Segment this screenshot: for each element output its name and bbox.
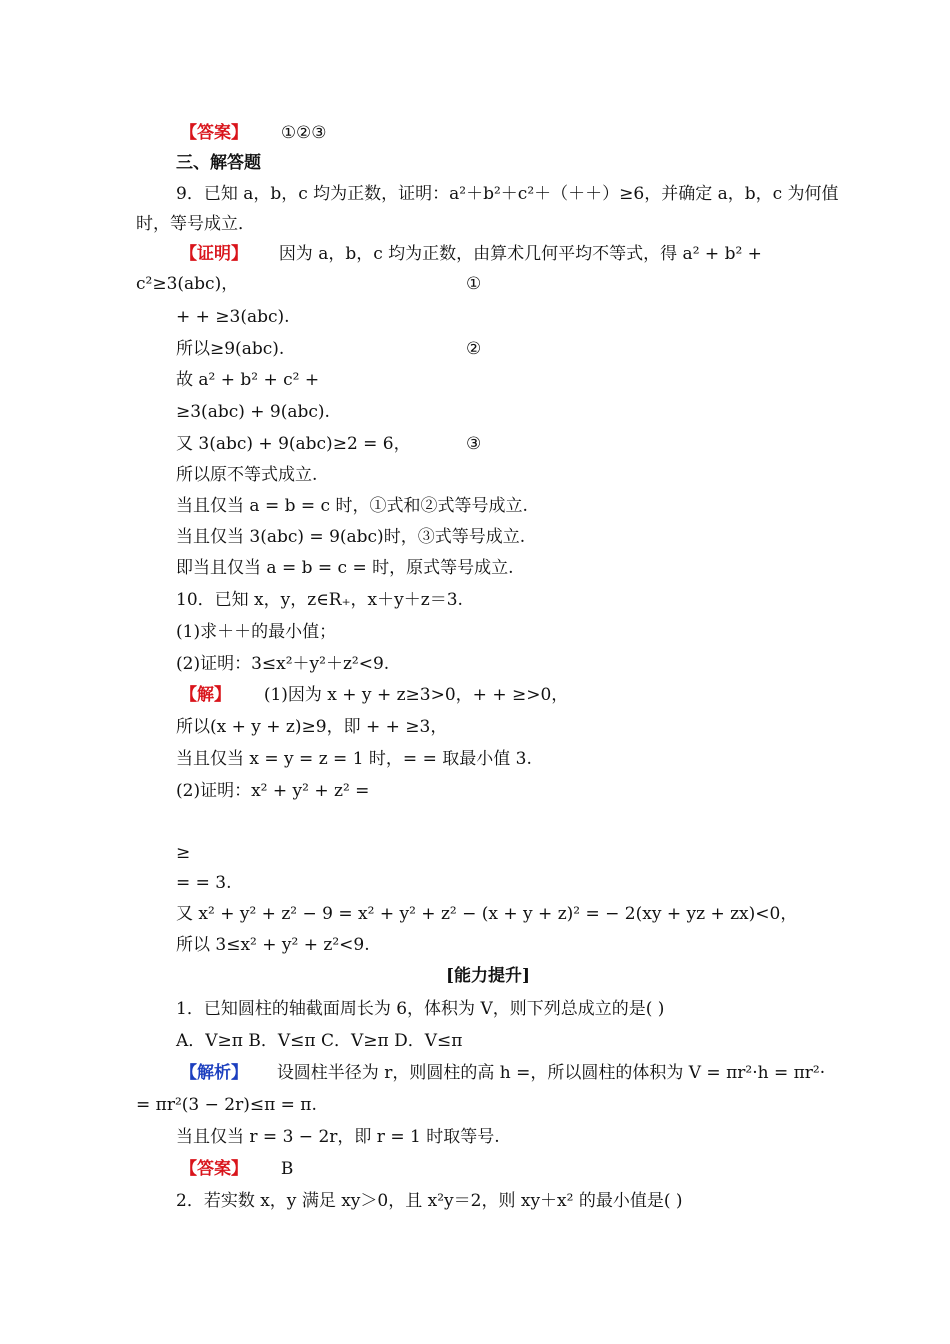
- proof-line-2: c²≥3(abc)，: [136, 274, 239, 294]
- problem-9-line-1: 9．已知 a，b，c 均为正数，证明：a²＋b²＋c²＋（＋＋）≥6，并确定 a，b，c 为何值: [176, 184, 839, 204]
- analysis-line-2: = πr²(3 − 2r)≤π = π.: [136, 1095, 317, 1115]
- proof-tag: 【证明】: [180, 244, 248, 264]
- problem-10-part-1: (1)求＋＋的最小值；: [176, 622, 337, 642]
- solution-text: (1)因为 x + y + z≥3>0，+ + ≥>0，: [263, 685, 569, 705]
- answer-line-2: [180, 1158, 293, 1180]
- analysis-line-3: 当且仅当 r = 3 − 2r，即 r = 1 时取等号.: [176, 1127, 500, 1147]
- eq-marker-3: ③: [466, 434, 482, 454]
- solution-line-8: 所以 3≤x² + y² + z²<9.: [176, 935, 370, 955]
- answer-text-2: B: [280, 1159, 294, 1179]
- proof-line-5: 故 a² + b² + c² +: [176, 370, 320, 390]
- answer-tag-2: 【答案】: [180, 1159, 248, 1179]
- proof-line-3: + + ≥3(abc).: [176, 307, 290, 327]
- solution-line-5: ≥: [176, 843, 191, 863]
- ability-problem-1-options: A．V≥π B．V≤π C．V≥π D．V≤π: [176, 1031, 463, 1051]
- answer-tag: 【答案】: [180, 123, 248, 143]
- proof-line-8: 所以原不等式成立.: [176, 465, 318, 485]
- solution-line-3: 当且仅当 x = y = z = 1 时，= = 取最小值 3.: [176, 749, 532, 769]
- solution-line-6: = = 3.: [176, 873, 232, 893]
- proof-line-4: 所以≥9(abc).: [176, 339, 285, 359]
- eq-marker-2: ②: [466, 339, 482, 359]
- proof-line-7: 又 3(abc) + 9(abc)≥2 = 6，: [176, 434, 411, 454]
- solution-tag: 【解】: [180, 685, 231, 705]
- proof-line-1: [180, 243, 762, 265]
- section-heading: 三、解答题: [176, 153, 261, 173]
- eq-marker-1: ①: [466, 274, 482, 294]
- ability-problem-1: 1．已知圆柱的轴截面周长为 6，体积为 V，则下列总成立的是( ): [176, 999, 665, 1019]
- proof-text: 因为 a，b，c 均为正数，由算术几何平均不等式，得 a² + b² +: [278, 244, 762, 264]
- solution-line-2: 所以(x + y + z)≥9，即 + + ≥3，: [176, 717, 448, 737]
- proof-line-9: 当且仅当 a = b = c 时，①式和②式等号成立.: [176, 496, 528, 516]
- problem-10-part-2: (2)证明：3≤x²＋y²＋z²<9.: [176, 654, 390, 674]
- analysis-line-1: [180, 1062, 825, 1084]
- problem-9-line-2: 时，等号成立．: [136, 214, 255, 234]
- proof-line-6: ≥3(abc) + 9(abc).: [176, 402, 330, 422]
- solution-line-1: [180, 684, 568, 706]
- analysis-text: 设圆柱半径为 r，则圆柱的高 h =，所以圆柱的体积为 V = πr²·h = πr²·: [276, 1063, 826, 1083]
- ability-problem-2: 2．若实数 x，y 满足 xy＞0，且 x²y＝2，则 xy＋x² 的最小值是( ): [176, 1191, 683, 1211]
- problem-10-line-1: 10．已知 x，y，z∈R₊，x＋y＋z＝3.: [176, 590, 463, 610]
- proof-line-11: 即当且仅当 a = b = c = 时，原式等号成立.: [176, 558, 514, 578]
- proof-line-10: 当且仅当 3(abc) = 9(abc)时，③式等号成立.: [176, 527, 526, 547]
- analysis-tag: 【解析】: [180, 1063, 248, 1083]
- answer-text: ①②③: [280, 123, 327, 143]
- solution-line-4: (2)证明：x² + y² + z² =: [176, 781, 370, 801]
- answer-line-1: [180, 122, 327, 144]
- ability-heading: [能力提升]: [446, 966, 531, 986]
- solution-line-7: 又 x² + y² + z² − 9 = x² + y² + z² − (x + y + z)² = − 2(xy + yz + zx)<0，: [176, 904, 798, 924]
